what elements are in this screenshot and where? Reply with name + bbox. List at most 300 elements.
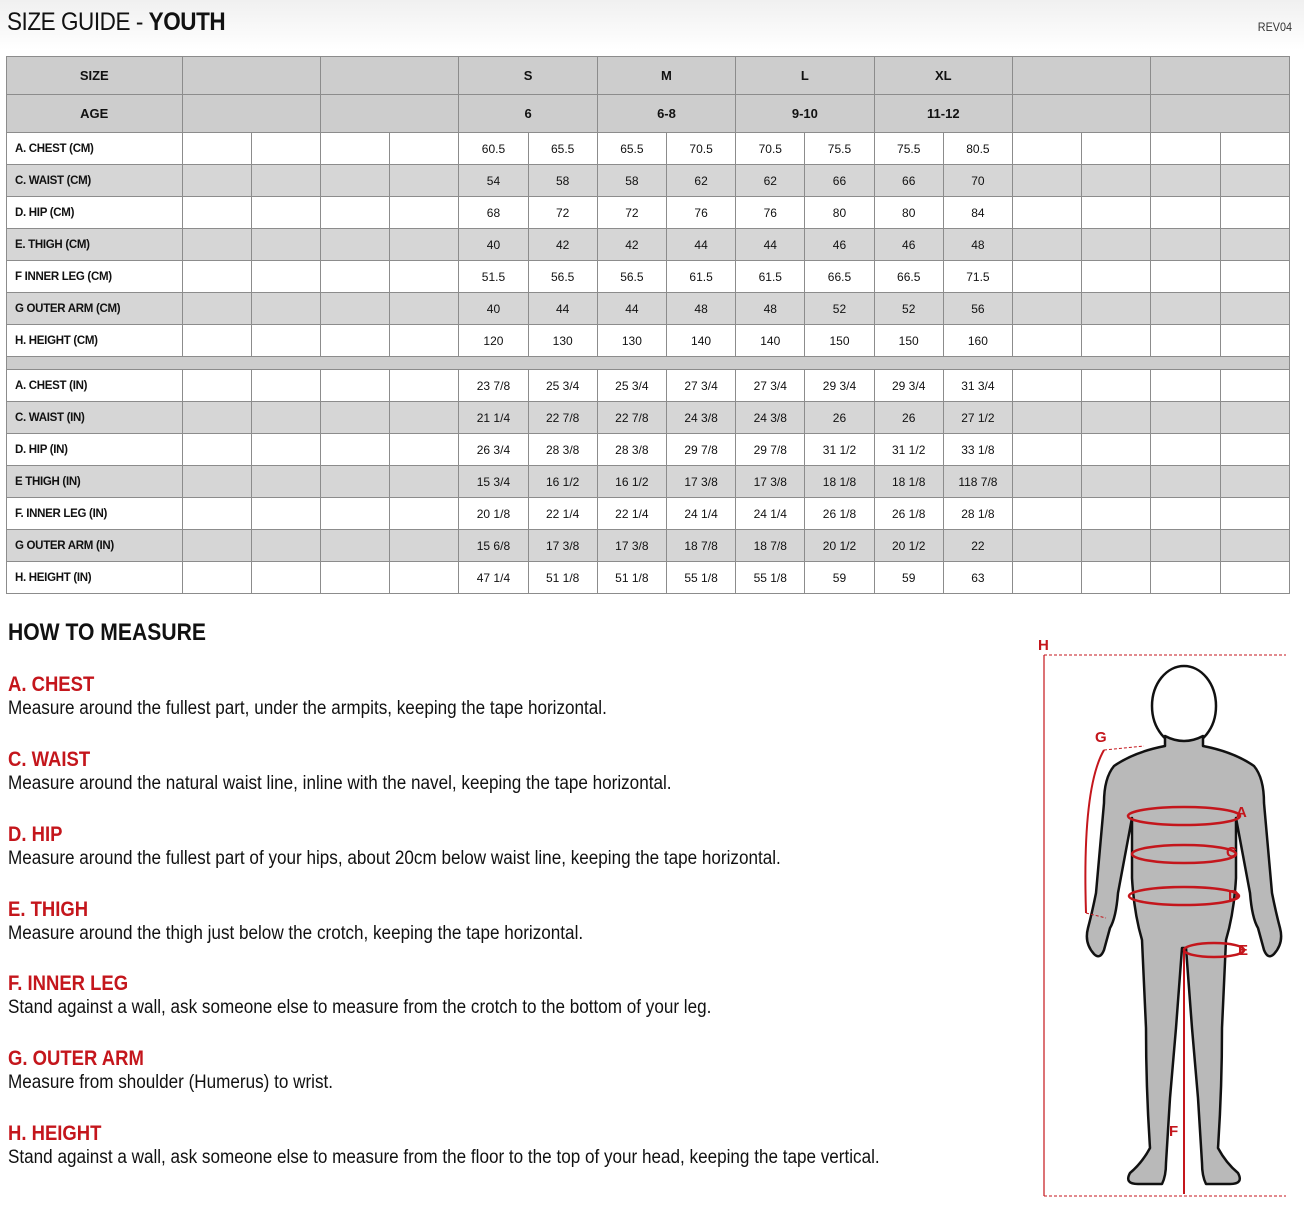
empty-cell [390, 165, 459, 197]
empty-cell [390, 197, 459, 229]
measurement-value: 56.5 [597, 261, 666, 293]
empty-cell [251, 530, 320, 562]
measurement-value: 68 [459, 197, 528, 229]
empty-cell [320, 197, 389, 229]
head-shape [1152, 666, 1216, 746]
measurement-row [7, 402, 1290, 434]
empty-cell [1151, 133, 1220, 165]
empty-cell [251, 261, 320, 293]
label-f: F [1169, 1123, 1179, 1140]
measurement-value: 52 [874, 293, 943, 325]
empty-cell [1151, 402, 1220, 434]
empty-cell [1220, 434, 1289, 466]
empty-cell [251, 133, 320, 165]
measurement-value: 48 [943, 229, 1012, 261]
measure-description: Stand against a wall, ask someone else to measure from the floor to the top of your head, keeping the tape vertical. [8, 1147, 880, 1168]
measurement-label: D. HIP (CM) [7, 197, 183, 229]
measurement-value: 66.5 [874, 261, 943, 293]
empty-cell [390, 562, 459, 594]
measurement-value: 42 [528, 229, 597, 261]
measurement-label: A. CHEST (IN) [7, 370, 183, 402]
measurement-value: 61.5 [736, 261, 805, 293]
measurement-value: 44 [666, 229, 735, 261]
measurement-value: 33 1/8 [943, 434, 1012, 466]
measurement-label: G OUTER ARM (IN) [7, 530, 183, 562]
measurement-value: 26 3/4 [459, 434, 528, 466]
empty-cell [251, 197, 320, 229]
measurement-value: 17 3/8 [736, 466, 805, 498]
empty-cell [1013, 165, 1082, 197]
shoulder-guide [1104, 746, 1144, 750]
empty-cell [390, 133, 459, 165]
measurement-value: 54 [459, 165, 528, 197]
measurement-row [7, 133, 1290, 165]
empty-header-cell [182, 95, 320, 133]
measure-heading: F. INNER LEG [8, 972, 129, 995]
empty-cell [1151, 229, 1220, 261]
measurement-row [7, 197, 1290, 229]
measurement-value: 71.5 [943, 261, 1012, 293]
measurement-value: 31 1/2 [874, 434, 943, 466]
empty-cell [1082, 402, 1151, 434]
label-e: E [1238, 942, 1249, 959]
measurement-value: 70.5 [736, 133, 805, 165]
measurement-value: 28 3/8 [597, 434, 666, 466]
measurement-value: 65.5 [597, 133, 666, 165]
empty-cell [182, 402, 251, 434]
empty-cell [182, 498, 251, 530]
measurement-value: 84 [943, 197, 1012, 229]
measure-heading: D. HIP [8, 823, 63, 846]
empty-cell [1220, 402, 1289, 434]
empty-cell [182, 165, 251, 197]
measurement-value: 150 [874, 325, 943, 357]
empty-cell [182, 562, 251, 594]
empty-cell [1013, 261, 1082, 293]
measurement-value: 80 [874, 197, 943, 229]
empty-cell [251, 325, 320, 357]
empty-cell [182, 466, 251, 498]
body-measurement-figure [1034, 628, 1294, 1203]
measurement-value: 15 3/4 [459, 466, 528, 498]
measurement-value: 22 7/8 [528, 402, 597, 434]
measurement-value: 66 [805, 165, 874, 197]
label-d: D [1228, 887, 1239, 904]
empty-cell [320, 370, 389, 402]
measurement-value: 48 [666, 293, 735, 325]
measurement-value: 55 1/8 [666, 562, 735, 594]
age-l: 9-10 [736, 95, 874, 133]
measurement-label: C. WAIST (CM) [7, 165, 183, 197]
size-m: M [597, 57, 735, 95]
measure-heading: H. HEIGHT [8, 1122, 102, 1145]
measurement-value: 51 1/8 [528, 562, 597, 594]
empty-cell [390, 466, 459, 498]
empty-cell [320, 402, 389, 434]
empty-cell [1013, 229, 1082, 261]
measure-description: Measure around the fullest part, under the armpits, keeping the tape horizontal. [8, 698, 607, 719]
measurement-value: 72 [597, 197, 666, 229]
empty-cell [182, 261, 251, 293]
measurement-row [7, 466, 1290, 498]
measurement-value: 44 [736, 229, 805, 261]
empty-cell [251, 293, 320, 325]
measurement-value: 17 3/8 [597, 530, 666, 562]
empty-cell [1151, 562, 1220, 594]
age-header-row [7, 95, 1290, 133]
empty-cell [1082, 370, 1151, 402]
measurement-value: 20 1/2 [805, 530, 874, 562]
measurement-row [7, 293, 1290, 325]
measurement-value: 72 [528, 197, 597, 229]
empty-header-cell [1151, 95, 1290, 133]
measurement-value: 31 1/2 [805, 434, 874, 466]
empty-cell [1013, 434, 1082, 466]
empty-cell [1082, 133, 1151, 165]
measurement-value: 16 1/2 [597, 466, 666, 498]
empty-cell [320, 325, 389, 357]
measurement-value: 80.5 [943, 133, 1012, 165]
empty-header-cell [1151, 57, 1290, 95]
empty-cell [1151, 434, 1220, 466]
empty-cell [182, 370, 251, 402]
measurement-value: 29 3/4 [874, 370, 943, 402]
title-prefix: SIZE GUIDE - [7, 8, 149, 36]
age-label: AGE [7, 95, 183, 133]
measurement-value: 26 [805, 402, 874, 434]
empty-cell [1082, 165, 1151, 197]
measurement-value: 27 3/4 [736, 370, 805, 402]
measure-item-outer-arm [8, 1046, 369, 1094]
measurement-value: 160 [943, 325, 1012, 357]
empty-cell [1220, 229, 1289, 261]
measurement-value: 59 [805, 562, 874, 594]
measurement-value: 28 1/8 [943, 498, 1012, 530]
empty-cell [1013, 498, 1082, 530]
empty-cell [1082, 325, 1151, 357]
how-to-measure-title: HOW TO MEASURE [8, 619, 206, 646]
label-g: G [1095, 729, 1107, 746]
size-xl: XL [874, 57, 1012, 95]
empty-cell [251, 402, 320, 434]
empty-cell [1013, 530, 1082, 562]
measurement-row [7, 370, 1290, 402]
measure-item-chest [8, 672, 673, 720]
empty-cell [251, 466, 320, 498]
measurement-value: 62 [666, 165, 735, 197]
measurement-value: 15 6/8 [459, 530, 528, 562]
size-s: S [459, 57, 597, 95]
empty-cell [1220, 325, 1289, 357]
measurement-value: 27 1/2 [943, 402, 1012, 434]
empty-cell [1013, 466, 1082, 498]
measurement-value: 46 [805, 229, 874, 261]
empty-cell [1082, 229, 1151, 261]
measurement-value: 31 3/4 [943, 370, 1012, 402]
measurement-label: D. HIP (IN) [7, 434, 183, 466]
measure-item-hip [8, 822, 867, 870]
measurement-value: 18 7/8 [666, 530, 735, 562]
measurement-value: 56 [943, 293, 1012, 325]
empty-cell [320, 530, 389, 562]
empty-cell [390, 325, 459, 357]
measurement-value: 120 [459, 325, 528, 357]
measurement-value: 80 [805, 197, 874, 229]
measurement-value: 48 [736, 293, 805, 325]
empty-cell [251, 498, 320, 530]
empty-cell [1013, 402, 1082, 434]
measurement-row [7, 562, 1290, 594]
age-s: 6 [459, 95, 597, 133]
empty-cell [1151, 197, 1220, 229]
measurement-value: 40 [459, 293, 528, 325]
measurement-value: 40 [459, 229, 528, 261]
measurement-value: 55 1/8 [736, 562, 805, 594]
measurement-label: F. INNER LEG (IN) [7, 498, 183, 530]
measure-heading: G. OUTER ARM [8, 1047, 144, 1070]
measure-description: Measure from shoulder (Humerus) to wrist. [8, 1072, 333, 1093]
empty-cell [251, 165, 320, 197]
measure-description: Measure around the natural waist line, inline with the navel, keeping the tape horizontal. [8, 773, 672, 794]
measurement-value: 61.5 [666, 261, 735, 293]
empty-cell [251, 434, 320, 466]
measurement-value: 17 3/8 [666, 466, 735, 498]
measurement-value: 60.5 [459, 133, 528, 165]
measurement-value: 51.5 [459, 261, 528, 293]
empty-cell [1220, 498, 1289, 530]
measurement-label: G OUTER ARM (CM) [7, 293, 183, 325]
measurement-row [7, 261, 1290, 293]
empty-cell [1220, 261, 1289, 293]
empty-cell [390, 434, 459, 466]
measure-heading: C. WAIST [8, 748, 91, 771]
page-title [7, 8, 225, 37]
measurement-value: 140 [666, 325, 735, 357]
measurement-value: 29 7/8 [736, 434, 805, 466]
measurement-value: 63 [943, 562, 1012, 594]
measurement-value: 65.5 [528, 133, 597, 165]
empty-cell [1013, 370, 1082, 402]
measurement-value: 21 1/4 [459, 402, 528, 434]
measurement-value: 58 [597, 165, 666, 197]
measurement-value: 23 7/8 [459, 370, 528, 402]
empty-cell [320, 165, 389, 197]
empty-cell [390, 293, 459, 325]
empty-cell [1220, 293, 1289, 325]
empty-cell [1151, 466, 1220, 498]
measurement-value: 140 [736, 325, 805, 357]
title-bold: YOUTH [148, 8, 226, 36]
measurement-value: 70 [943, 165, 1012, 197]
empty-cell [1151, 530, 1220, 562]
empty-cell [1082, 466, 1151, 498]
empty-cell [1013, 197, 1082, 229]
measurement-value: 46 [874, 229, 943, 261]
measurement-value: 22 1/4 [597, 498, 666, 530]
empty-cell [320, 293, 389, 325]
empty-cell [390, 229, 459, 261]
measurement-value: 58 [528, 165, 597, 197]
measurement-label: H. HEIGHT (IN) [7, 562, 183, 594]
empty-cell [1151, 261, 1220, 293]
empty-cell [1220, 370, 1289, 402]
empty-header-cell [320, 57, 458, 95]
measurement-value: 25 3/4 [528, 370, 597, 402]
measurement-value: 24 3/8 [736, 402, 805, 434]
empty-cell [182, 530, 251, 562]
measure-item-waist [8, 747, 745, 795]
measurement-value: 25 3/4 [597, 370, 666, 402]
measurement-row [7, 325, 1290, 357]
measurement-value: 28 3/8 [528, 434, 597, 466]
empty-cell [182, 293, 251, 325]
empty-cell [1220, 197, 1289, 229]
measurement-value: 118 7/8 [943, 466, 1012, 498]
empty-cell [251, 229, 320, 261]
section-divider-row [7, 357, 1290, 370]
measure-description: Measure around the fullest part of your hips, about 20cm below waist line, keeping the tape horizontal. [8, 848, 781, 869]
measurement-value: 62 [736, 165, 805, 197]
measurement-value: 24 1/4 [666, 498, 735, 530]
measurement-value: 44 [528, 293, 597, 325]
age-xl: 11-12 [874, 95, 1012, 133]
measurement-value: 76 [736, 197, 805, 229]
label-a: A [1236, 804, 1247, 821]
empty-cell [1220, 466, 1289, 498]
measurement-value: 130 [597, 325, 666, 357]
empty-cell [390, 402, 459, 434]
empty-cell [320, 133, 389, 165]
empty-cell [390, 261, 459, 293]
section-divider [7, 357, 1290, 370]
measure-heading: E. THIGH [8, 898, 89, 921]
empty-header-cell [182, 57, 320, 95]
measurement-value: 75.5 [805, 133, 874, 165]
empty-cell [320, 498, 389, 530]
label-h: H [1038, 637, 1049, 654]
measurement-value: 18 1/8 [805, 466, 874, 498]
measurement-value: 18 1/8 [874, 466, 943, 498]
empty-cell [251, 370, 320, 402]
empty-cell [1082, 197, 1151, 229]
empty-cell [1151, 498, 1220, 530]
empty-cell [390, 530, 459, 562]
measurement-value: 22 1/4 [528, 498, 597, 530]
measurement-value: 29 7/8 [666, 434, 735, 466]
measure-description: Stand against a wall, ask someone else to measure from the crotch to the bottom of your leg. [8, 997, 712, 1018]
measurement-label: H. HEIGHT (CM) [7, 325, 183, 357]
empty-cell [1151, 370, 1220, 402]
empty-cell [320, 261, 389, 293]
measurement-row [7, 434, 1290, 466]
measurement-value: 56.5 [528, 261, 597, 293]
empty-cell [1151, 165, 1220, 197]
empty-cell [1013, 562, 1082, 594]
measurement-row [7, 498, 1290, 530]
empty-cell [1013, 325, 1082, 357]
empty-cell [1013, 133, 1082, 165]
measurement-value: 27 3/4 [666, 370, 735, 402]
measurement-value: 66.5 [805, 261, 874, 293]
measurement-row [7, 165, 1290, 197]
empty-cell [1082, 293, 1151, 325]
measurement-value: 130 [528, 325, 597, 357]
measurement-row [7, 530, 1290, 562]
measurement-label: E THIGH (IN) [7, 466, 183, 498]
empty-cell [1082, 530, 1151, 562]
measurement-value: 20 1/2 [874, 530, 943, 562]
measurement-value: 66 [874, 165, 943, 197]
empty-header-cell [1013, 95, 1151, 133]
size-chart-table [6, 56, 1290, 594]
size-l: L [736, 57, 874, 95]
measurement-value: 18 7/8 [736, 530, 805, 562]
measurement-value: 42 [597, 229, 666, 261]
empty-cell [182, 229, 251, 261]
measurement-label: F INNER LEG (CM) [7, 261, 183, 293]
empty-cell [182, 434, 251, 466]
measurement-value: 52 [805, 293, 874, 325]
measure-item-height [8, 1121, 977, 1169]
measurement-value: 70.5 [666, 133, 735, 165]
measurement-value: 22 [943, 530, 1012, 562]
empty-cell [182, 197, 251, 229]
size-label: SIZE [7, 57, 183, 95]
measurement-value: 26 [874, 402, 943, 434]
measurement-value: 24 1/4 [736, 498, 805, 530]
measurement-value: 22 7/8 [597, 402, 666, 434]
empty-cell [390, 370, 459, 402]
empty-cell [390, 498, 459, 530]
measurement-value: 26 1/8 [874, 498, 943, 530]
empty-cell [1151, 293, 1220, 325]
measurement-value: 51 1/8 [597, 562, 666, 594]
measurement-value: 150 [805, 325, 874, 357]
age-m: 6-8 [597, 95, 735, 133]
measure-item-thigh [8, 897, 647, 945]
empty-cell [182, 133, 251, 165]
size-header-row [7, 57, 1290, 95]
empty-cell [1220, 562, 1289, 594]
measurement-value: 59 [874, 562, 943, 594]
empty-cell [1082, 434, 1151, 466]
measurement-value: 16 1/2 [528, 466, 597, 498]
empty-cell [1082, 261, 1151, 293]
measurement-value: 26 1/8 [805, 498, 874, 530]
measurement-label: A. CHEST (CM) [7, 133, 183, 165]
measurement-value: 29 3/4 [805, 370, 874, 402]
empty-header-cell [1013, 57, 1151, 95]
empty-cell [251, 562, 320, 594]
empty-cell [1220, 133, 1289, 165]
measurement-value: 75.5 [874, 133, 943, 165]
measure-description: Measure around the thigh just below the crotch, keeping the tape horizontal. [8, 923, 584, 944]
measurement-value: 47 1/4 [459, 562, 528, 594]
measurement-value: 20 1/8 [459, 498, 528, 530]
empty-cell [1082, 562, 1151, 594]
empty-cell [320, 229, 389, 261]
measurement-label: C. WAIST (IN) [7, 402, 183, 434]
measurement-label: E. THIGH (CM) [7, 229, 183, 261]
revision-label: REV04 [1257, 20, 1292, 34]
measurement-value: 76 [666, 197, 735, 229]
empty-cell [182, 325, 251, 357]
empty-cell [1082, 498, 1151, 530]
measurement-value: 17 3/8 [528, 530, 597, 562]
measure-item-inner-leg [8, 971, 790, 1019]
empty-cell [1220, 530, 1289, 562]
label-c: C [1226, 844, 1237, 861]
